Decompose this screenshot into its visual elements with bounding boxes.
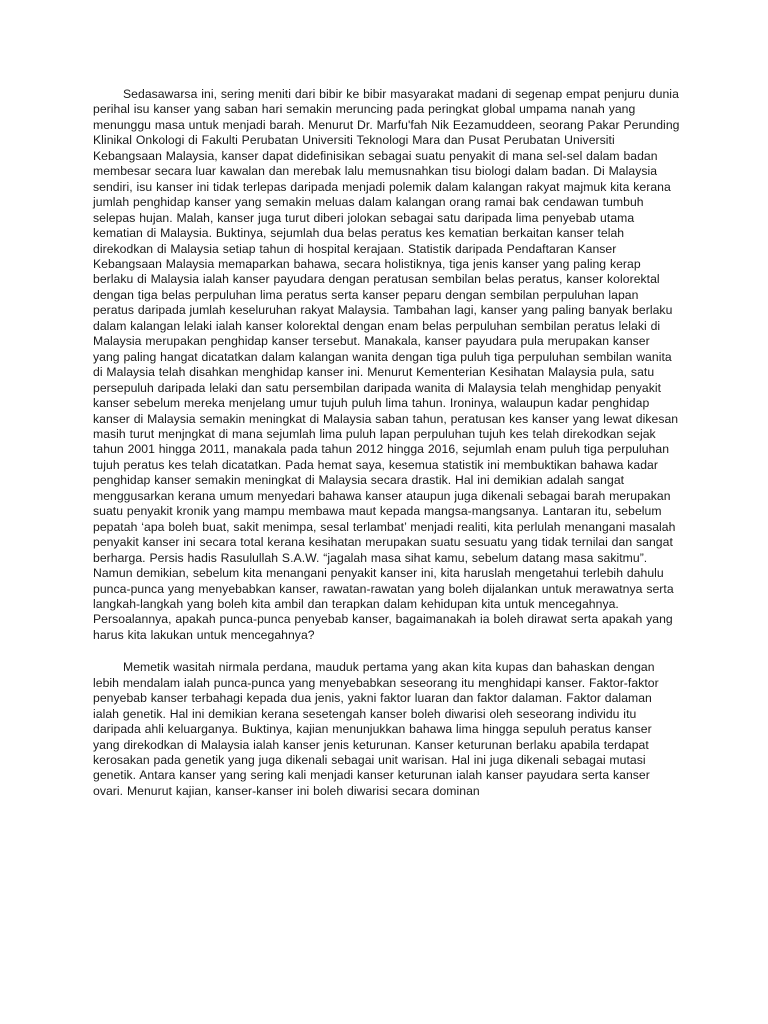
- paragraph-causes: Memetik wasitah nirmala perdana, mauduk pertama yang akan kita kupas dan bahaskan dengan lebih mendalam ialah punca-punca yang menyebabkan seseorang itu menghidapi kanser. Faktor-faktor penyebab kanser terbahagi kepada dua jenis, yakni faktor luaran dan faktor dalaman. Faktor dalaman ialah genetik. Hal ini demikian kerana sesetengah kanser boleh diwarisi oleh seseorang individu itu daripada ahli keluarganya. Buktinya, kajian menunjukkan bahawa lima hingga sepuluh peratus kanser yang direkodkan di Malaysia ialah kanser jenis keturunan. Kanser keturunan berlaku apabila terdapat kerosakan pada genetik yang juga dikenali sebagai unit warisan. Hal ini juga dikenali sebagai mutasi genetik. Antara kanser yang sering kali menjadi kanser keturunan ialah kanser payudara serta kanser ovari. Menurut kajian, kanser-kanser ini boleh diwarisi secara dominan: [93, 660, 659, 798]
- paragraph-intro: Sedasawarsa ini, sering meniti dari bibir ke bibir masyarakat madani di segenap empat penjuru dunia perihal isu kanser yang saban hari semakin meruncing pada peringkat global umpama nanah yang menunggu masa untuk menjadi barah. Menurut Dr. Marfu'fah Nik Eezamuddeen, seorang Pakar Perunding Klinikal Onkologi di Fakulti Perubatan Universiti Teknologi Mara dan Pusat Perubatan Universiti Kebangsaan Malaysia, kanser dapat didefinisikan sebagai suatu penyakit di mana sel-sel dalam badan membesar secara luar kawalan dan merebak lalu memusnahkan tisu biologi dalam badan. Di Malaysia sendiri, isu kanser ini tidak terlepas daripada menjadi polemik dalam kalangan rakyat majmuk kita kerana jumlah penghidap kanser yang semakin meluas dalam kalangan orang ramai bak cendawan tumbuh selepas hujan. Malah, kanser juga turut diberi jolokan sebagai satu daripada lima penyebab utama kematian di Malaysia. Buktinya, sejumlah dua belas peratus kes kematian berkaitan kanser telah direkodkan di Malaysia setiap tahun di hospital kerajaan. Statistik daripada Pendaftaran Kanser Kebangsaan Malaysia memaparkan bahawa, secara holistiknya, tiga jenis kanser yang paling kerap berlaku di Malaysia ialah kanser payudara dengan peratusan sembilan belas peratus, kanser kolorektal dengan tiga belas perpuluhan lima peratus serta kanser peparu dengan sembilan perpuluhan lapan peratus daripada jumlah keseluruhan rakyat Malaysia. Tambahan lagi, kanser yang paling banyak berlaku dalam kalangan lelaki ialah kanser kolorektal dengan enam belas perpuluhan sembilan peratus lelaki di Malaysia merupakan penghidap kanser tersebut. Manakala, kanser payudara pula merupakan kanser yang paling hangat dicatatkan dalam kalangan wanita dengan tiga puluh tiga perpuluhan sembilan wanita di Malaysia telah disahkan menghidap kanser ini. Menurut Kementerian Kesihatan Malaysia pula, satu persepuluh daripada lelaki dan satu persembilan daripada wanita di Malaysia telah menghidap penyakit kanser sebelum mereka menjelang umur tujuh puluh lima tahun. Ironinya, walaupun kadar penghidap kanser di Malaysia semakin meningkat di Malaysia saban tahun, peratusan kes kanser yang lewat dikesan masih turut menjngkat di mana sejumlah lima puluh lapan perpuluhan tujuh kes telah direkodkan sejak tahun 2001 hingga 2011, manakala pada tahun 2012 hingga 2016, sejumlah enam puluh tiga perpuluhan tujuh peratus kes telah dicatatkan. Pada hemat saya, kesemua statistik ini membuktikan bahawa kadar penghidap kanser semakin meningkat di Malaysia secara drastik. Hal ini demikian adalah sangat menggusarkan kerana umum menyedari bahawa kanser ataupun juga dikenali sebagai barah merupakan suatu penyakit kronik yang mampu membawa maut kepada mangsa-mangsanya. Lantaran itu, sebelum pepatah ‘apa boleh buat, sakit menimpa, sesal terlambat’ menjadi realiti, kita perlulah menangani masalah penyakit kanser ini secara total kerana kesihatan merupakan suatu sesuatu yang tidak ternilai dan sangat berharga. Persis hadis Rasulullah S.A.W. “jagalah masa sihat kamu, sebelum datang masa sakitmu”. Namun demikian, sebelum kita menangani penyakit kanser ini, kita haruslah mengetahui terlebih dahulu punca-punca yang menyebabkan kanser, rawatan-rawatan yang boleh dijalankan untuk merawatnya serta langkah-langkah yang boleh kita ambil dan terapkan dalam kehidupan kita untuk mencegahnya. Persoalannya, apakah punca-punca penyebab kanser, bagaimanakah ia boleh dirawat serta apakah yang harus kita lakukan untuk mencegahnya?: [93, 87, 680, 642]
